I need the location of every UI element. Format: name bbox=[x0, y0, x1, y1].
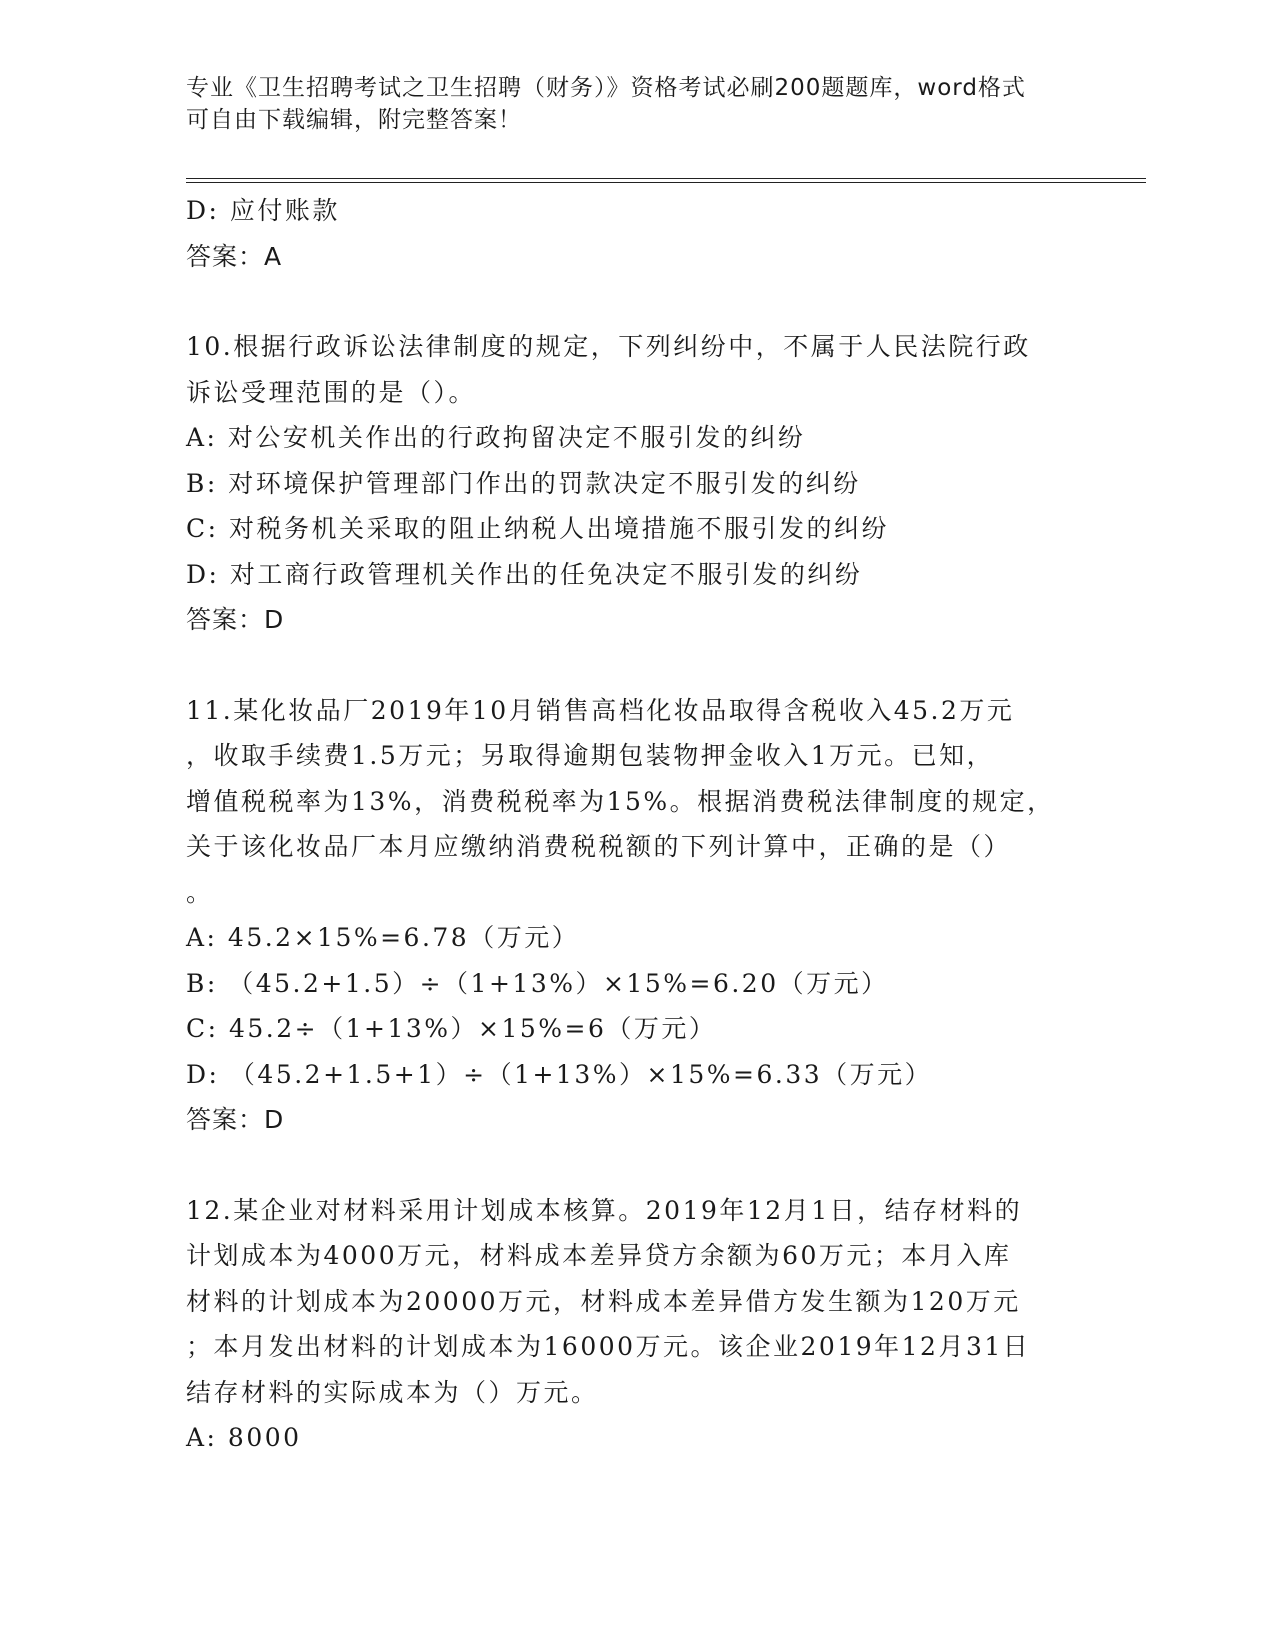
q11-option-c: C: 45.2÷（1+13%）×15%=6（万元） bbox=[186, 1014, 717, 1043]
q12-stem-line: ；本月发出材料的计划成本为16000万元。该企业2019年12月31日 bbox=[186, 1332, 1031, 1361]
q12-option-a: A: 8000 bbox=[186, 1423, 302, 1452]
question-12 bbox=[186, 1188, 1086, 1461]
q11-stem-line: 。 bbox=[186, 877, 214, 907]
prev-option-d: D: 应付账款 bbox=[186, 196, 340, 225]
document-header bbox=[186, 72, 1066, 136]
q11-stem-line: 关于该化妆品厂本月应缴纳消费税税额的下列计算中，正确的是（） bbox=[186, 832, 1012, 861]
q10-option-a: A: 对公安机关作出的行政拘留决定不服引发的纠纷 bbox=[186, 423, 806, 452]
q10-stem-line: 10.根据行政诉讼法律制度的规定，下列纠纷中，不属于人民法院行政 bbox=[186, 332, 1031, 361]
header-line-1: 专业《卫生招聘考试之卫生招聘（财务）》资格考试必刷200题题库，word格式 bbox=[186, 75, 1026, 101]
q12-stem-line: 计划成本为4000万元，材料成本差异贷方余额为60万元；本月入库 bbox=[186, 1241, 1012, 1270]
prev-answer: 答案：A bbox=[186, 241, 283, 271]
q11-option-d: D: （45.2+1.5+1）÷（1+13%）×15%=6.33（万元） bbox=[186, 1059, 933, 1089]
question-content bbox=[186, 188, 1086, 1461]
q11-option-a: A: 45.2×15%=6.78（万元） bbox=[186, 923, 580, 952]
q10-answer: 答案：D bbox=[186, 605, 285, 634]
question-10 bbox=[186, 324, 1086, 643]
q12-stem-line: 12.某企业对材料采用计划成本核算。2019年12月1日，结存材料的 bbox=[186, 1195, 1023, 1225]
q11-answer: 答案：D bbox=[186, 1105, 285, 1134]
q10-option-b: B: 对环境保护管理部门作出的罚款决定不服引发的纠纷 bbox=[186, 468, 861, 498]
header-divider bbox=[186, 178, 1146, 183]
q11-option-b: B: （45.2+1.5）÷（1+13%）×15%=6.20（万元） bbox=[186, 968, 889, 998]
header-line-2: 可自由下载编辑，附完整答案！ bbox=[186, 107, 522, 133]
q10-option-d: D: 对工商行政管理机关作出的任免决定不服引发的纠纷 bbox=[186, 559, 863, 589]
q12-stem-line: 结存材料的实际成本为（）万元。 bbox=[186, 1377, 599, 1407]
q10-option-c: C: 对税务机关采取的阻止纳税人出境措施不服引发的纠纷 bbox=[186, 514, 890, 543]
q11-stem-line: 增值税税率为13%，消费税税率为15%。根据消费税法律制度的规定， bbox=[186, 786, 1055, 816]
q11-stem-line: ，收取手续费1.5万元；另取得逾期包装物押金收入1万元。已知， bbox=[186, 741, 995, 770]
q10-stem-line: 诉讼受理范围的是（）。 bbox=[186, 377, 477, 407]
q11-stem-line: 11.某化妆品厂2019年10月销售高档化妆品取得含税收入45.2万元 bbox=[186, 695, 1015, 725]
question-11 bbox=[186, 688, 1086, 1143]
q12-stem-line: 材料的计划成本为20000万元，材料成本差异借方发生额为120万元 bbox=[186, 1286, 1021, 1316]
